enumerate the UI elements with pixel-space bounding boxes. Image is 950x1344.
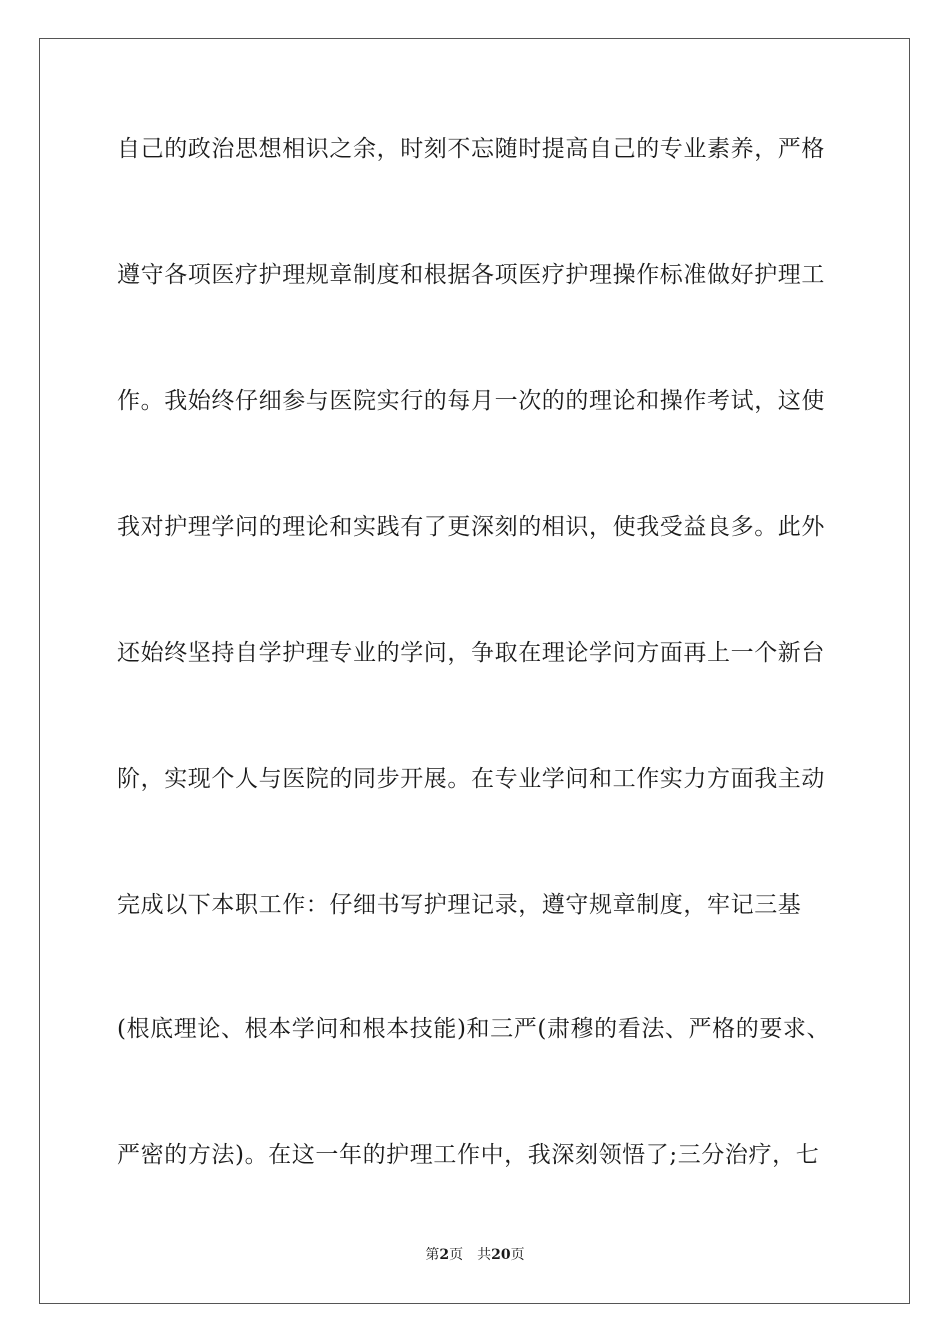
total-prefix: 共: [477, 1247, 492, 1263]
text-line: 自己的政治思想相识之余，时刻不忘随时提高自己的专业素养，严格: [117, 136, 825, 162]
text-line: 还始终坚持自学护理专业的学问，争取在理论学问方面再上一个新台: [117, 640, 825, 666]
text-line: 作。我始终仔细参与医院实行的每月一次的的理论和操作考试，这使: [117, 388, 825, 414]
page-prefix: 第: [425, 1247, 440, 1263]
page-footer: [0, 1246, 950, 1264]
text-line: (根底理论、根本学问和根本技能)和三严(肃穆的看法、严格的要求、: [117, 1016, 831, 1042]
text-line: 遵守各项医疗护理规章制度和根据各项医疗护理操作标准做好护理工: [117, 262, 825, 288]
total-suffix: 页: [510, 1247, 525, 1263]
total-pages: 20: [491, 1247, 511, 1263]
text-line: 完成以下本职工作：仔细书写护理记录，遵守规章制度，牢记三基: [117, 892, 802, 918]
page-suffix: 页: [449, 1247, 464, 1263]
page-number: 2: [439, 1247, 450, 1263]
text-line: 阶，实现个人与医院的同步开展。在专业学问和工作实力方面我主动: [117, 766, 825, 792]
text-line: 我对护理学问的理论和实践有了更深刻的相识，使我受益良多。此外: [117, 514, 825, 540]
text-line: 严密的方法)。在这一年的护理工作中，我深刻领悟了;三分治疗，七: [117, 1142, 820, 1168]
